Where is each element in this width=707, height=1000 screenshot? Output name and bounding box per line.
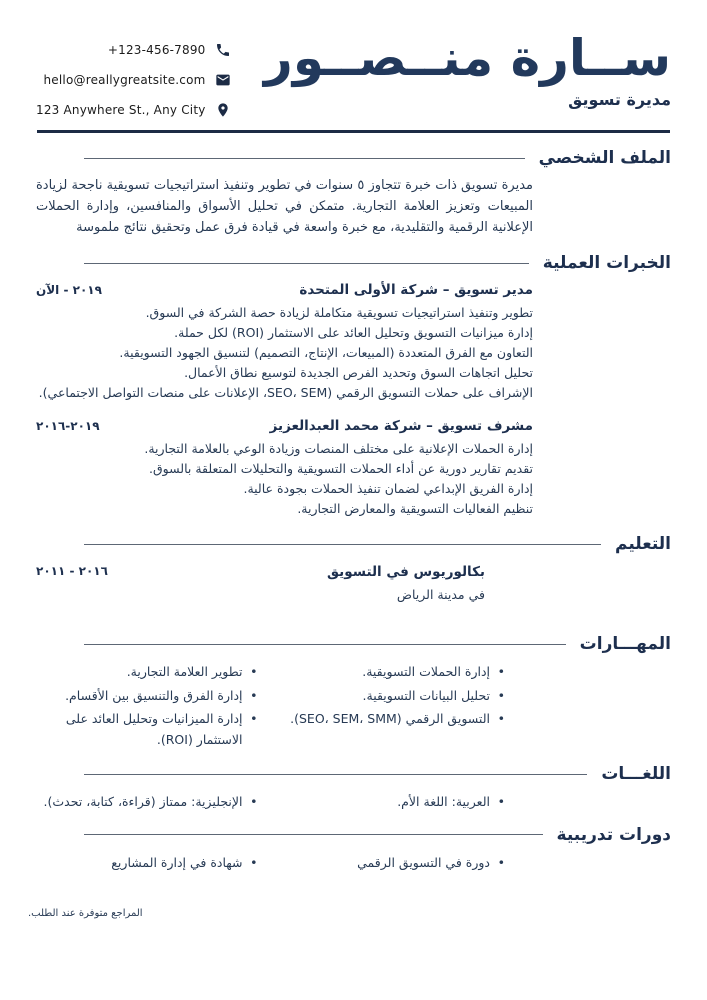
- courses-column-right: [284, 852, 506, 875]
- section-courses-header: [36, 825, 671, 845]
- section-title-languages: اللغـــات: [601, 764, 671, 785]
- section-title-skills: المهـــارات: [579, 634, 671, 655]
- education-entry: [36, 564, 533, 602]
- language-item: • العربية: اللغة الأم.: [284, 791, 506, 812]
- person-name: ســارة منــصــور: [264, 29, 671, 87]
- experience-entry: [36, 282, 533, 403]
- email-address: hello@reallygreatsite.com: [43, 73, 206, 87]
- skills-columns: [36, 661, 533, 752]
- header: [0, 0, 707, 118]
- job-detail: إدارة الفريق الإبداعي لضمان تنفيذ الحملات بجودة عالية.: [243, 481, 533, 497]
- job-details: [36, 439, 533, 519]
- section-divider-line: [84, 644, 566, 645]
- courses-columns: [36, 852, 533, 875]
- section-divider-line: [84, 263, 529, 264]
- contact-email-row: [36, 72, 231, 88]
- section-experience-header: [36, 253, 671, 273]
- profile-summary: مديرة تسويق ذات خبرة تتجاوز ٥ سنوات في تطوير وتنفيذ استراتيجيات تسويقية ناجحة لزيادة المبيعات وتعزيز العلامة التجارية. متمكن في تحليل الأسواق والمنافسين، وإدارة الحملات الإعلانية الرقمية والتقليدية، مع خبرة واسعة في قيادة فرق عمل وتحقيق نتائج ملموسة: [36, 178, 533, 235]
- language-item: • الإنجليزية: ممتاز (قراءة، كتابة، تحدث).: [36, 791, 258, 812]
- street-address: 123 Anywhere St., Any City: [36, 103, 206, 117]
- section-title-courses: دورات تدريبية: [556, 824, 671, 845]
- job-detail: تنظيم الفعاليات التسويقية والمعارض التجارية.: [297, 501, 533, 517]
- section-education-header: [36, 534, 671, 554]
- courses-column-left: [36, 852, 258, 875]
- experience-entry: [36, 418, 533, 519]
- job-details: [36, 303, 533, 403]
- resume-body: [0, 148, 707, 875]
- header-divider: [37, 130, 670, 133]
- job-detail: تطوير وتنفيذ استراتيجيات تسويقية متكاملة لزيادة حصة الشركة في السوق.: [145, 305, 533, 321]
- phone-icon: [215, 42, 231, 58]
- section-experience: [36, 253, 671, 519]
- job-role: مدير تسويق – شركة الأولى المتحدة: [299, 282, 533, 299]
- skill-item: • إدارة الميزانيات وتحليل العائد على الاستثمار (ROI).: [36, 708, 258, 751]
- job-detail: تقديم تقارير دورية عن أداء الحملات التسويقية والتحليلات المتعلقة بالسوق.: [148, 461, 533, 477]
- section-profile-header: [36, 148, 671, 168]
- job-detail: تحليل اتجاهات السوق وتحديد الفرص الجديدة لتوسيع نطاق الأعمال.: [184, 365, 533, 381]
- skill-item: • تطوير العلامة التجارية.: [36, 661, 258, 682]
- languages-columns: [36, 791, 533, 814]
- section-title-profile: الملف الشخصي: [538, 148, 671, 168]
- job-detail: التعاون مع الفرق المتعددة (المبيعات، الإنتاج، التصميم) لتنسيق الجهود التسويقية.: [119, 345, 533, 361]
- section-languages: [36, 764, 671, 814]
- section-skills-header: [36, 634, 671, 654]
- contact-phone-row: [36, 42, 231, 58]
- section-divider-line: [84, 544, 601, 545]
- phone-number: +123-456-7890: [107, 43, 206, 57]
- section-divider-line: [84, 158, 525, 159]
- course-item: • دورة في التسويق الرقمي: [284, 852, 506, 873]
- job-detail: الإشراف على حملات التسويق الرقمي (SEO، SEM، الإعلانات على منصات التواصل الاجتماعي).: [38, 385, 533, 401]
- section-title-education: التعليم: [615, 534, 671, 555]
- contact-address-row: [36, 102, 231, 118]
- identity-block: [264, 26, 671, 109]
- contact-info: [36, 26, 231, 118]
- skill-item: • التسويق الرقمي (SEO، SEM، SMM).: [284, 708, 506, 729]
- section-education: [36, 534, 671, 602]
- skill-item: • إدارة الفرق والتنسيق بين الأقسام.: [36, 685, 258, 706]
- skill-item: • تحليل البيانات التسويقية.: [284, 685, 506, 706]
- education-dates: ٢٠١٦ - ٢٠١١: [36, 564, 108, 579]
- section-divider-line: [84, 834, 543, 835]
- job-detail: إدارة الحملات الإعلانية على مختلف المنصات وزيادة الوعي بالعلامة التجارية.: [144, 441, 533, 457]
- skills-column-right: [284, 661, 506, 752]
- skills-column-left: [36, 661, 258, 752]
- section-skills: [36, 634, 671, 752]
- job-detail: إدارة ميزانيات التسويق وتحليل العائد على الاستثمار (ROI) لكل حملة.: [174, 325, 533, 341]
- course-item: • شهادة في إدارة المشاريع: [36, 852, 258, 873]
- location-pin-icon: [215, 102, 231, 118]
- references-note: المراجع متوفرة عند الطلب.: [28, 908, 143, 919]
- languages-column-right: [284, 791, 506, 814]
- education-degree: بكالوريوس في التسويق: [327, 564, 485, 581]
- section-languages-header: [36, 764, 671, 784]
- job-header: [36, 282, 533, 298]
- section-profile: [36, 148, 671, 238]
- section-courses: [36, 825, 671, 875]
- languages-column-left: [36, 791, 258, 814]
- job-dates: ٢٠١٩-٢٠١٦: [36, 419, 100, 434]
- person-job-title: مديرة تسويق: [568, 89, 671, 109]
- job-dates: ٢٠١٩ - الآن: [36, 283, 102, 298]
- section-title-experience: الخبرات العملية: [542, 253, 671, 274]
- job-header: [36, 418, 533, 434]
- job-role: مشرف تسويق – شركة محمد العبدالعزيز: [269, 418, 533, 435]
- skill-item: • إدارة الحملات التسويقية.: [284, 661, 506, 682]
- education-location: في مدينة الرياض: [396, 587, 485, 603]
- section-divider-line: [84, 774, 587, 775]
- email-icon: [215, 72, 231, 88]
